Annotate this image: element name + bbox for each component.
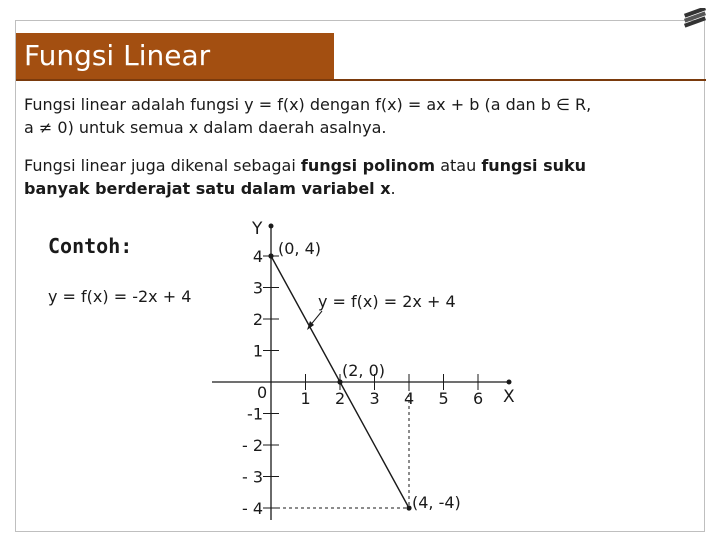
origin-label: 0 bbox=[257, 383, 268, 402]
definition-line-1: Fungsi linear adalah fungsi y = f(x) dengan f(x) = ax + b (a dan b ∈ R, bbox=[24, 95, 592, 114]
example-equation: y = f(x) = -2x + 4 bbox=[48, 287, 192, 306]
y-axis-label: Y bbox=[252, 219, 263, 239]
line-annotation: y = f(x) = 2x + 4 bbox=[318, 292, 456, 311]
point-1 bbox=[268, 253, 273, 258]
alias-term-suku: fungsi suku bbox=[481, 156, 587, 175]
graph-labels bbox=[251, 219, 515, 512]
x-tick-label-1: 1 bbox=[300, 389, 311, 408]
alias-term-derajat: banyak berderajat satu dalam variabel x bbox=[24, 179, 391, 198]
y-tick-label-1: 3 bbox=[252, 278, 263, 298]
x-tick-label-4: 4 bbox=[404, 389, 415, 408]
x-tick-label-6: 6 bbox=[473, 389, 484, 408]
y-tick-label-0: 4 bbox=[252, 247, 263, 266]
point-label-2: (2, 0) bbox=[342, 361, 386, 380]
alias-term-polinom: fungsi polinom bbox=[300, 156, 436, 175]
x-axis-end-dot bbox=[507, 380, 512, 385]
y-tick-label-4: -1 bbox=[247, 404, 263, 424]
x-axis-label: X bbox=[503, 387, 515, 407]
y-tick-label-3: 1 bbox=[252, 341, 263, 361]
alias-text-end: . bbox=[390, 179, 396, 198]
x-tick-label-2: 2 bbox=[335, 389, 346, 408]
point-label-1: (0, 4) bbox=[278, 239, 322, 258]
y-tick-label-2: 2 bbox=[252, 310, 263, 329]
alias-text-start: Fungsi linear juga dikenal sebagai bbox=[24, 156, 301, 175]
example-heading: Contoh: bbox=[48, 234, 133, 258]
point-2 bbox=[337, 379, 342, 384]
slide-title: Fungsi Linear bbox=[16, 33, 334, 79]
alias-text-mid: atau bbox=[435, 156, 482, 175]
point-label-3: (4, -4) bbox=[412, 493, 461, 512]
x-tick-label-5: 5 bbox=[438, 389, 449, 408]
definition-line-2: a ≠ 0) untuk semua x dalam daerah asalnya. bbox=[24, 118, 387, 137]
x-tick-label-3: 3 bbox=[369, 389, 380, 408]
y-tick-label-7: - 4 bbox=[241, 499, 263, 518]
point-3 bbox=[406, 505, 411, 510]
y-tick-label-6: - 3 bbox=[241, 467, 263, 487]
y-axis-end-dot bbox=[269, 224, 274, 229]
y-tick-label-5: - 2 bbox=[241, 436, 263, 455]
